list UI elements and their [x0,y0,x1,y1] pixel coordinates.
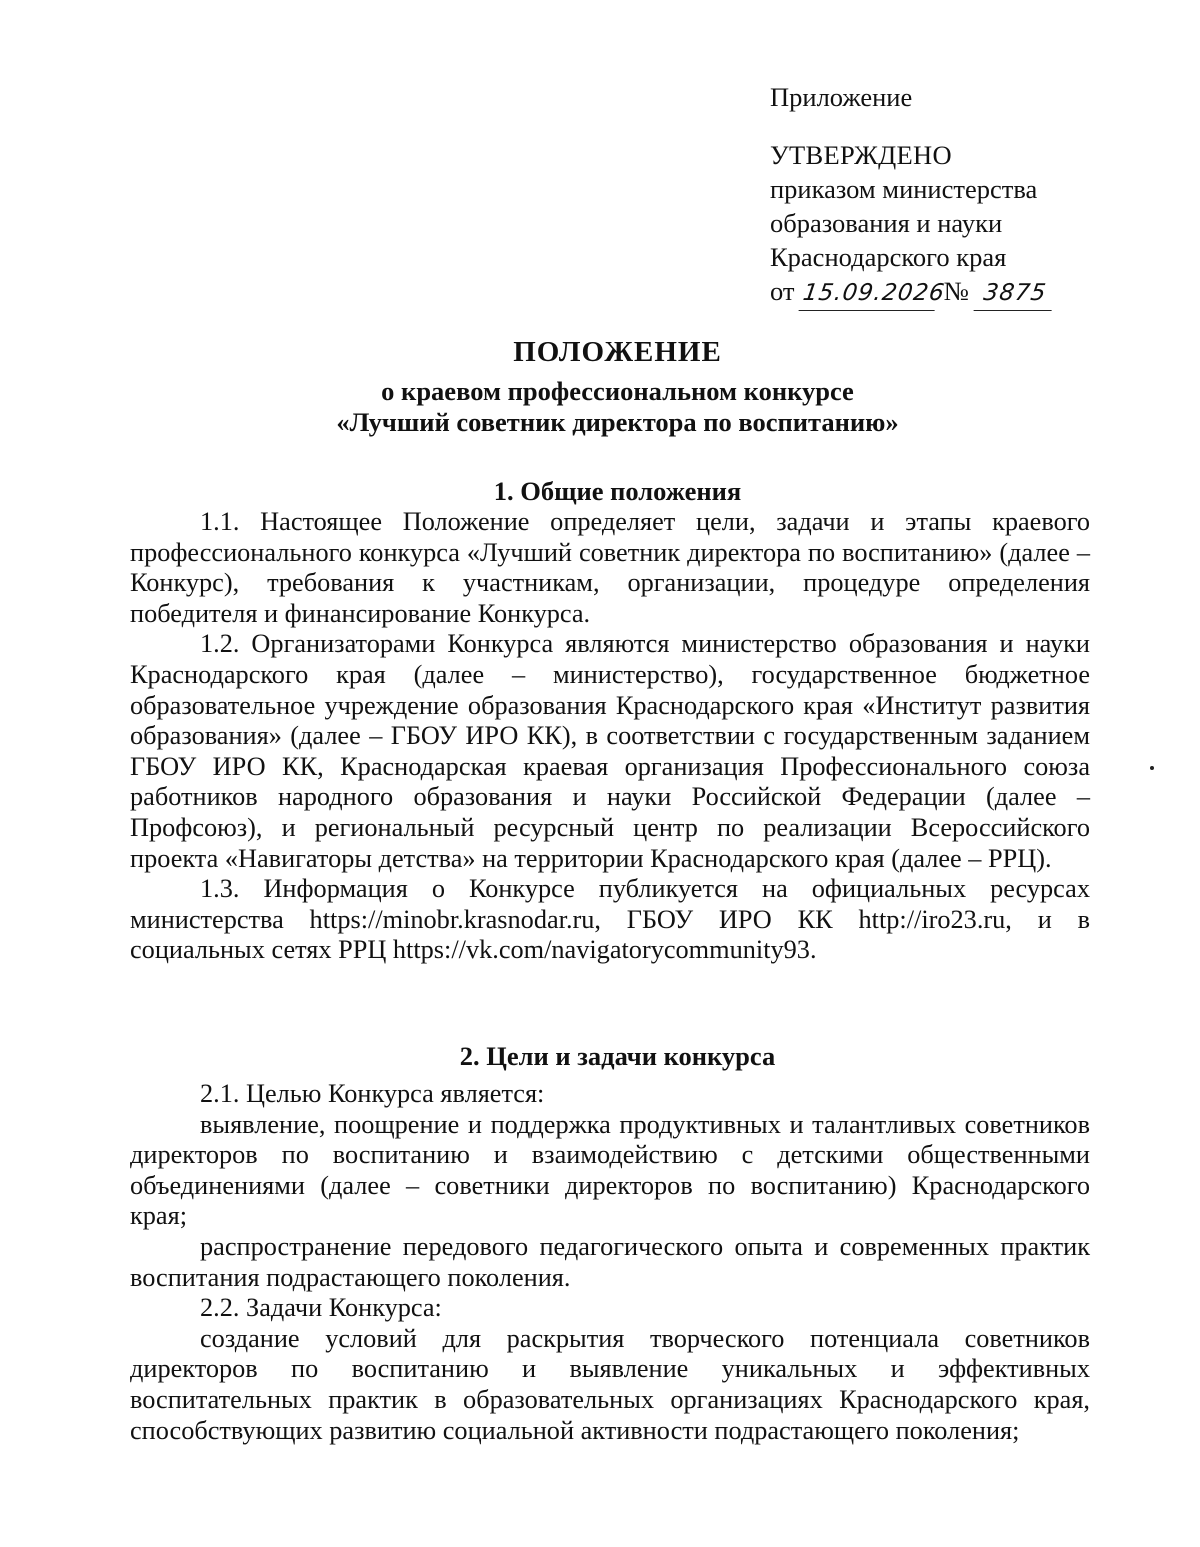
document-title: ПОЛОЖЕНИЕ [513,336,722,368]
paragraph-2-goal-1: выявление, поощрение и поддержка продуктивных и талантливых советников директоров по воспитанию и взаимодействию с детскими общественными объединениями (далее – советники директоров по воспитанию) Краснодарского края; [130,1109,1090,1231]
annex-label: Приложение [770,82,913,112]
paragraph-2-task-1: создание условий для раскрытия творческого потенциала советников директоров по воспитанию и выявление уникальных и эффективных воспитательных практик в образовательных организациях Краснодарского края, способствующих развитию социальной активности подрастающего поколения; [130,1323,1090,1445]
number-label: № [943,276,970,306]
order-line [770,274,1054,311]
handwritten-date: 15.09.2026 [799,276,940,311]
document-subtitle [0,376,1200,438]
approval-line-3: Краснодарского края [770,242,1007,272]
approval-line-2: образования и науки [770,208,1003,238]
approval-block [770,80,1054,311]
from-label: от [770,276,795,306]
section-1-body [130,507,1090,966]
paragraph-2-2: 2.2. Задачи Конкурса: [200,1293,442,1323]
handwritten-number: 3875 [973,276,1056,311]
paragraph-1-1: 1.1. Настоящее Положение определяет цели, задачи и этапы краевого профессионального конкурса «Лучший советник директора по воспитанию» (далее – Конкурс), требования к участникам, организации, процедуре определения победителя и финансирование Конкурса. [130,507,1090,628]
subtitle-line-2: «Лучший советник директора по воспитанию» [336,407,899,437]
approved-label: УТВЕРЖДЕНО [770,140,952,170]
subtitle-line-1: о краевом профессиональном конкурсе [381,376,854,406]
approval-line-1: приказом министерства [770,174,1038,204]
paragraph-2-goal-2: распространение передового педагогического опыта и современных практик воспитания подрастающего поколения. [130,1231,1090,1292]
section-1-title: 1. Общие положения [493,476,742,506]
paragraph-2-1: 2.1. Целью Конкурса является: [200,1079,545,1108]
section-2-title: 2. Цели и задачи конкурса [459,1041,776,1071]
section-2-body [130,1079,1090,1446]
paragraph-1-3: 1.3. Информация о Конкурсе публикуется на официальных ресурсах министерства https://minobr.krasnodar.ru, ГБОУ ИРО КК http://iro23.ru, и в социальных сетях РРЦ https://vk.com/navigatorycommunity93. [130,874,1090,965]
paragraph-1-2: 1.2. Организаторами Конкурса являются министерство образования и науки Краснодарского края (далее – министерство), государственное бюджетное образовательное учреждение образования Краснодарского края «Институт развития образования» (далее – ГБОУ ИРО КК), в соответствии с государственным заданием ГБОУ ИРО КК, Краснодарская краевая организация Профессионального союза работников народного образования и науки Российской Федерации (далее – Профсоюз), и региональный ресурсный центр по реализации Всероссийского проекта «Навигаторы детства» на территории Краснодарского края (далее – РРЦ). [130,629,1090,873]
scan-speck [1150,766,1154,770]
